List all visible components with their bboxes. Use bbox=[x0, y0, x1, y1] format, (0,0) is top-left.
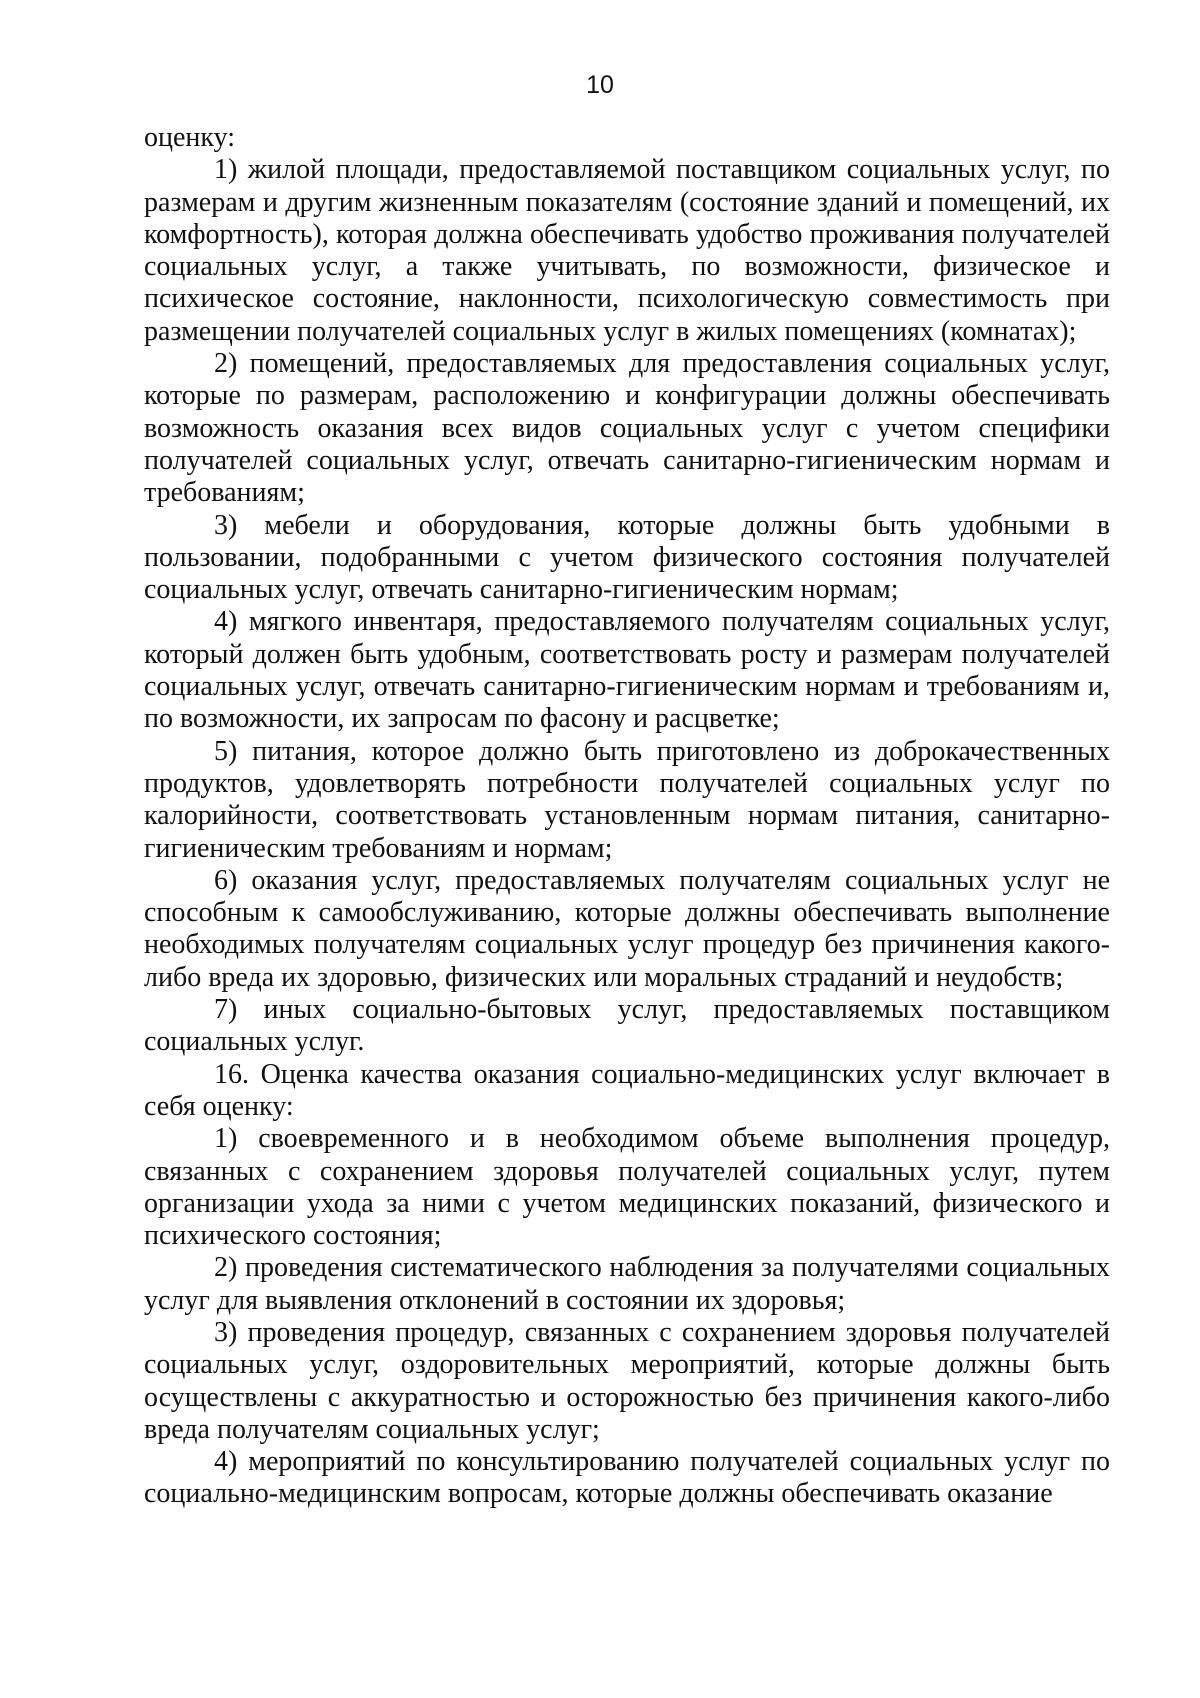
paragraph-item-4-soft-inventory: 4) мягкого инвентаря, предоставляемого получателям социальных услуг, который должен быть удобным, соответствовать росту и размерам получателей социальных услуг, отвечать санитарно-гигиеническим нормам и требованиям и, по возможности, их запросам по фасону и расцветке; bbox=[144, 606, 1110, 735]
paragraph-item-3-furniture: 3) мебели и оборудования, которые должны быть удобными в пользовании, подобранными с учетом физического состояния получателей социальных услуг, отвечать санитарно-гигиеническим нормам; bbox=[144, 509, 1110, 606]
paragraph-item-6-care-services: 6) оказания услуг, предоставляемых получателям социальных услуг не способным к самообслуживанию, которые должны обеспечивать выполнение необходимых получателям социальных услуг процедур без причинения какого-либо вреда их здоровью, физических или моральных страданий и неудобств; bbox=[144, 864, 1110, 993]
paragraph-section-16-item-1: 1) своевременного и в необходимом объеме выполнения процедур, связанных с сохранением здоровья получателей социальных услуг, путем организации ухода за ними с учетом медицинских показаний, физического и психического состояния; bbox=[144, 1123, 1110, 1252]
document-body bbox=[144, 122, 1110, 1511]
paragraph-section-16-item-4: 4) мероприятий по консультированию получателей социальных услуг по социально-медицинским вопросам, которые должны обеспечивать оказание bbox=[144, 1446, 1110, 1510]
paragraph-continuation: оценку: bbox=[144, 122, 236, 153]
paragraph-section-16-item-3: 3) проведения процедур, связанных с сохранением здоровья получателей социальных услуг, оздоровительных мероприятий, которые должны быть осуществлены с аккуратностью и осторожностью без причинения какого-либо вреда получателям социальных услуг; bbox=[144, 1316, 1110, 1445]
paragraph-item-1-living-space: 1) жилой площади, предоставляемой поставщиком социальных услуг, по размерам и другим жизненным показателям (состояние зданий и помещений, их комфортность), которая должна обеспечивать удобство проживания получателей социальных услуг, а также учитывать, по возможности, физическое и психическое состояние, наклонности, психологическую совместимость при размещении получателей социальных услуг в жилых помещениях (комнатах); bbox=[144, 154, 1110, 347]
paragraph-item-2-premises: 2) помещений, предоставляемых для предоставления социальных услуг, которые по размерам, расположению и конфигурации должны обеспечивать возможность оказания всех видов социальных услуг с учетом специфики получателей социальных услуг, отвечать санитарно-гигиеническим нормам и требованиям; bbox=[144, 348, 1110, 509]
paragraph-section-16: 16. Оценка качества оказания социально-медицинских услуг включает в себя оценку: bbox=[144, 1058, 1110, 1122]
paragraph-section-16-item-2: 2) проведения систематического наблюдения за получателями социальных услуг для выявления отклонений в состоянии их здоровья; bbox=[144, 1252, 1110, 1316]
paragraph-item-5-nutrition: 5) питания, которое должно быть приготовлено из доброкачественных продуктов, удовлетворять потребности получателей социальных услуг по калорийности, соответствовать установленным нормам питания, санитарно-гигиеническим требованиям и нормам; bbox=[144, 735, 1110, 864]
page-number: 10 bbox=[586, 71, 614, 99]
paragraph-item-7-other-services: 7) иных социально-бытовых услуг, предоставляемых поставщиком социальных услуг. bbox=[144, 994, 1110, 1058]
